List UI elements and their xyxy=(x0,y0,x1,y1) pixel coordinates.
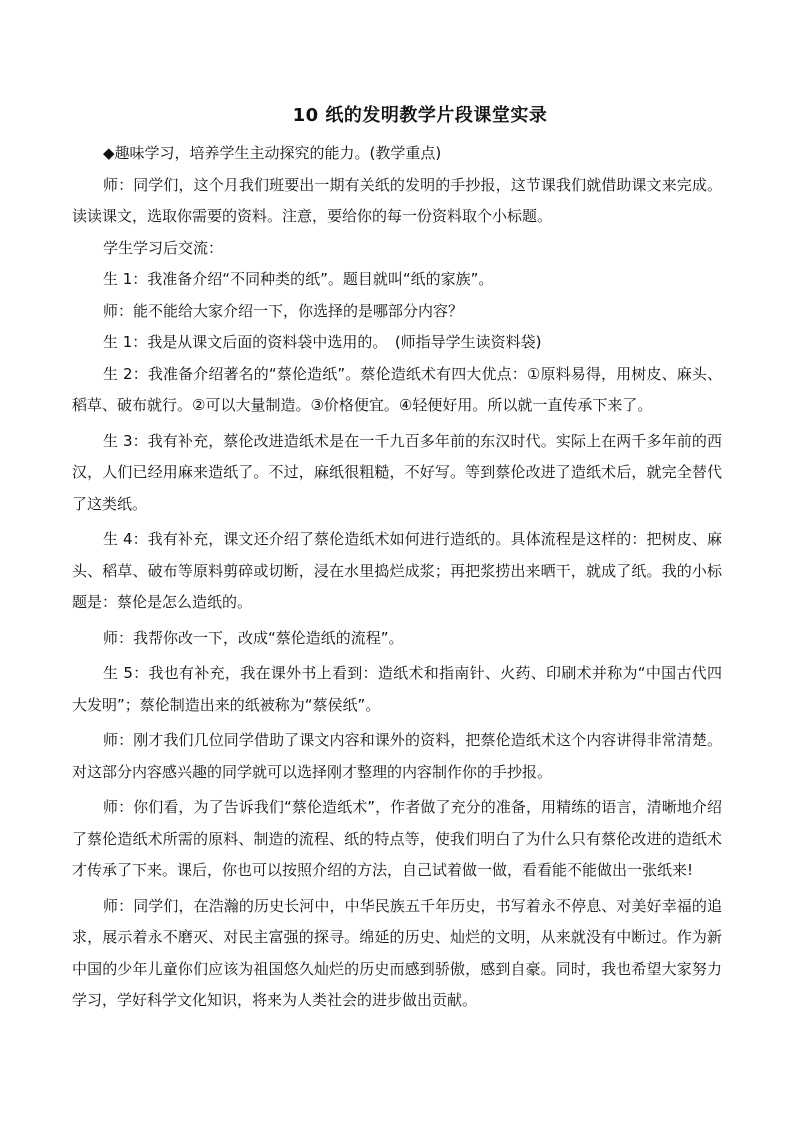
student-paragraph: 生 2：我准备介绍著名的“蔡伦造纸”。蔡伦造纸术有四大优点：①原料易得，用树皮、麻头、稻草、破布就行。②可以大量制造。③价格便宜。④轻便好用。所以就一直传承下来了。 xyxy=(72,364,722,414)
teacher-paragraph: 师：能不能给大家介绍一下，你选择的是哪部分内容？ xyxy=(103,301,464,320)
document-body xyxy=(72,138,722,1017)
teacher-paragraph: 师：同学们，这个月我们班要出一期有关纸的发明的手抄报，这节课我们就借助课文来完成。读读课文，选取你需要的资料。注意，要给你的每一份资料取个小标题。 xyxy=(72,175,722,225)
student-paragraph: 生 1：我是从课文后面的资料袋中选用的。 (师指导学生读资料袋) xyxy=(103,333,542,351)
teacher-paragraph: 师：同学们，在浩瀚的历史长河中，中华民族五千年历史，书写着永不停息、对美好幸福的追求，展示着永不磨灭、对民主富强的探寻。绵延的历史、灿烂的文明，从来就没有中断过。作为新中国的少年儿童你们应该为祖国悠久灿烂的历史而感到骄傲，感到自豪。同时，我也希望大家努力学习，学好科学文化知识，将来为人类社会的进步做出贡献。 xyxy=(72,896,722,1009)
student-paragraph: 生 4：我有补充，课文还介绍了蔡伦造纸术如何进行造纸的。具体流程是这样的：把树皮、麻头、稻草、破布等原料剪碎或切断，浸在水里捣烂成浆；再把浆捞出来晒干，就成了纸。我的小标题是：蔡伦是怎么造纸的。 xyxy=(72,530,722,611)
teacher-paragraph: 师：刚才我们几位同学借助了课文内容和课外的资料，把蔡伦造纸术这个内容讲得非常清楚。对这部分内容感兴趣的同学就可以选择刚才整理的内容制作你的手抄报。 xyxy=(72,731,722,781)
student-paragraph: 生 3：我有补充，蔡伦改进造纸术是在一千九百多年前的东汉时代。实际上在两千多年前的西汉，人们已经用麻来造纸了。不过，麻纸很粗糙，不好写。等到蔡伦改进了造纸术后，就完全替代了这类纸。 xyxy=(72,431,722,513)
teacher-paragraph: 师：我帮你改一下，改成“蔡伦造纸的流程”。 xyxy=(103,628,404,647)
document-title: 10 纸的发明教学片段课堂实录 xyxy=(292,105,548,126)
student-paragraph: 生 1：我准备介绍“不同种类的纸”。题目就叫“纸的家族”。 xyxy=(103,270,494,288)
student-paragraph: 生 5：我也有补充，我在课外书上看到：造纸术和指南针、火药、印刷术并称为“中国古代四大发明”；蔡伦制造出来的纸被称为“蔡侯纸”。 xyxy=(72,664,722,714)
teacher-paragraph: 师：你们看，为了告诉我们“蔡伦造纸术”，作者做了充分的准备，用精练的语言，清晰地介绍了蔡伦造纸术所需的原料、制造的流程、纸的特点等，使我们明白了为什么只有蔡伦改进的造纸术才传承了下来。课后，你也可以按照介绍的方法，自己试着做一做，看看能不能做出一张纸来! xyxy=(72,798,722,879)
student-exchange-heading: 学生学习后交流： xyxy=(103,238,224,257)
focus-line: ◆趣味学习，培养学生主动探究的能力。(教学重点) xyxy=(103,144,442,162)
